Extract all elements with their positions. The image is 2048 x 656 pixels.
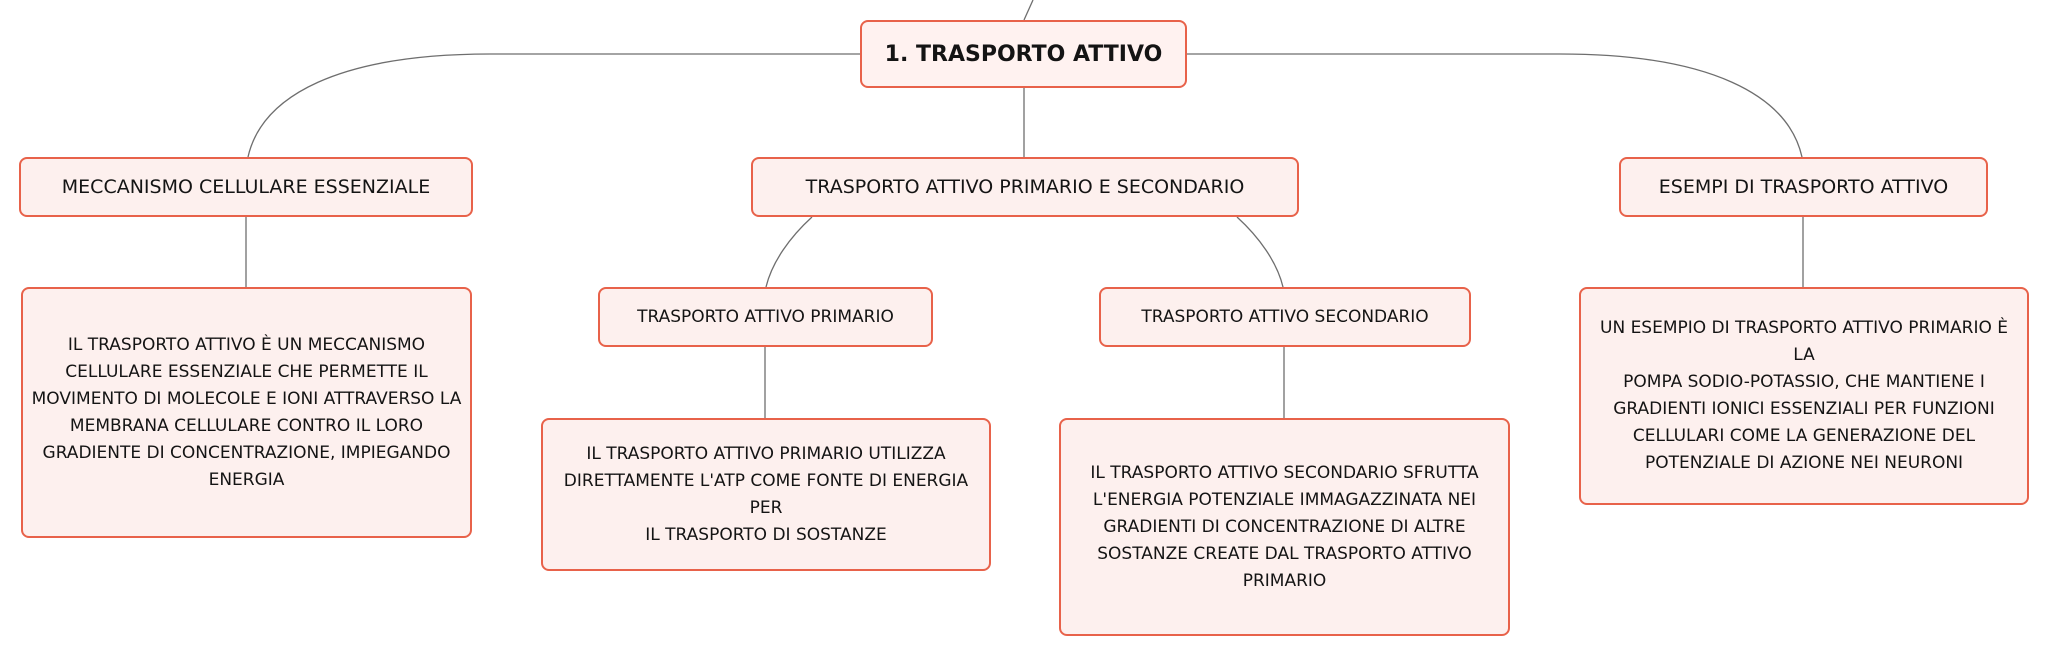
- connector-parent-to-root: [1024, 0, 1033, 20]
- detail-line: POMPA SODIO-POTASSIO, CHE MANTIENE I: [1623, 372, 1985, 392]
- detail-line: CELLULARI COME LA GENERAZIONE DEL: [1632, 426, 1976, 446]
- detail-line: CELLULARE ESSENZIALE CHE PERMETTE IL: [65, 361, 428, 382]
- topic-esempi[interactable]: [1619, 157, 1988, 217]
- detail-line: MEMBRANA CELLULARE CONTRO IL LORO: [69, 415, 424, 436]
- detail-meccanismo-node[interactable]: [21, 287, 472, 538]
- topic-primario-secondario[interactable]: [751, 157, 1299, 217]
- detail-text: [551, 441, 981, 549]
- topic-label: ESEMPI DI TRASPORTO ATTIVO: [1658, 175, 1949, 198]
- subtopic-secondario[interactable]: [1099, 287, 1471, 347]
- detail-line: IL TRASPORTO ATTIVO PRIMARIO UTILIZZA: [586, 443, 946, 464]
- root-topic-node[interactable]: [860, 20, 1187, 88]
- detail-text: [1589, 315, 2019, 477]
- detail-line: GRADIENTI IONICI ESSENZIALI PER FUNZIONI: [1613, 399, 1995, 419]
- detail-line: ENERGIA: [208, 469, 285, 490]
- subtopic-primario[interactable]: [598, 287, 933, 347]
- connector-root-to-esempi: [1187, 54, 1802, 157]
- detail-line: PRIMARIO: [1242, 570, 1327, 591]
- topic-label: MECCANISMO CELLULARE ESSENZIALE: [61, 175, 431, 198]
- detail-line: IL TRASPORTO DI SOSTANZE: [645, 524, 887, 545]
- detail-line: MOVIMENTO DI MOLECOLE E IONI ATTRAVERSO LA: [31, 388, 462, 409]
- connector-primario-secondario-to-secondario: [1237, 217, 1283, 287]
- detail-line: GRADIENTE DI CONCENTRAZIONE, IMPIEGANDO: [42, 442, 451, 463]
- detail-line: GRADIENTI DI CONCENTRAZIONE DI ALTRE: [1103, 516, 1466, 537]
- detail-esempi-node[interactable]: [1579, 287, 2029, 505]
- detail-line: UN ESEMPIO DI TRASPORTO ATTIVO PRIMARIO È LA: [1600, 318, 2008, 365]
- detail-line: DIRETTAMENTE L'ATP COME FONTE DI ENERGIA PER: [563, 470, 969, 518]
- detail-secondario-node[interactable]: [1059, 418, 1510, 636]
- detail-text: [32, 332, 462, 494]
- connector-root-to-meccanismo: [248, 54, 860, 157]
- detail-line: IL TRASPORTO ATTIVO SECONDARIO SFRUTTA: [1090, 462, 1479, 483]
- topic-label: TRASPORTO ATTIVO PRIMARIO E SECONDARIO: [805, 175, 1245, 198]
- detail-line: L'ENERGIA POTENZIALE IMMAGAZZINATA NEI: [1092, 489, 1477, 510]
- topic-meccanismo-cellulare[interactable]: [19, 157, 473, 217]
- root-topic-label: 1. TRASPORTO ATTIVO: [884, 41, 1163, 67]
- subtopic-label: TRASPORTO ATTIVO SECONDARIO: [1141, 306, 1429, 327]
- connector-primario-secondario-to-primario: [766, 217, 812, 287]
- detail-line: POTENZIALE DI AZIONE NEI NEURONI: [1644, 453, 1964, 473]
- subtopic-label: TRASPORTO ATTIVO PRIMARIO: [637, 306, 894, 327]
- detail-text: [1090, 460, 1478, 595]
- detail-primario-node[interactable]: [541, 418, 991, 571]
- detail-line: SOSTANZE CREATE DAL TRASPORTO ATTIVO: [1097, 543, 1472, 564]
- detail-line: IL TRASPORTO ATTIVO È UN MECCANISMO: [67, 334, 426, 355]
